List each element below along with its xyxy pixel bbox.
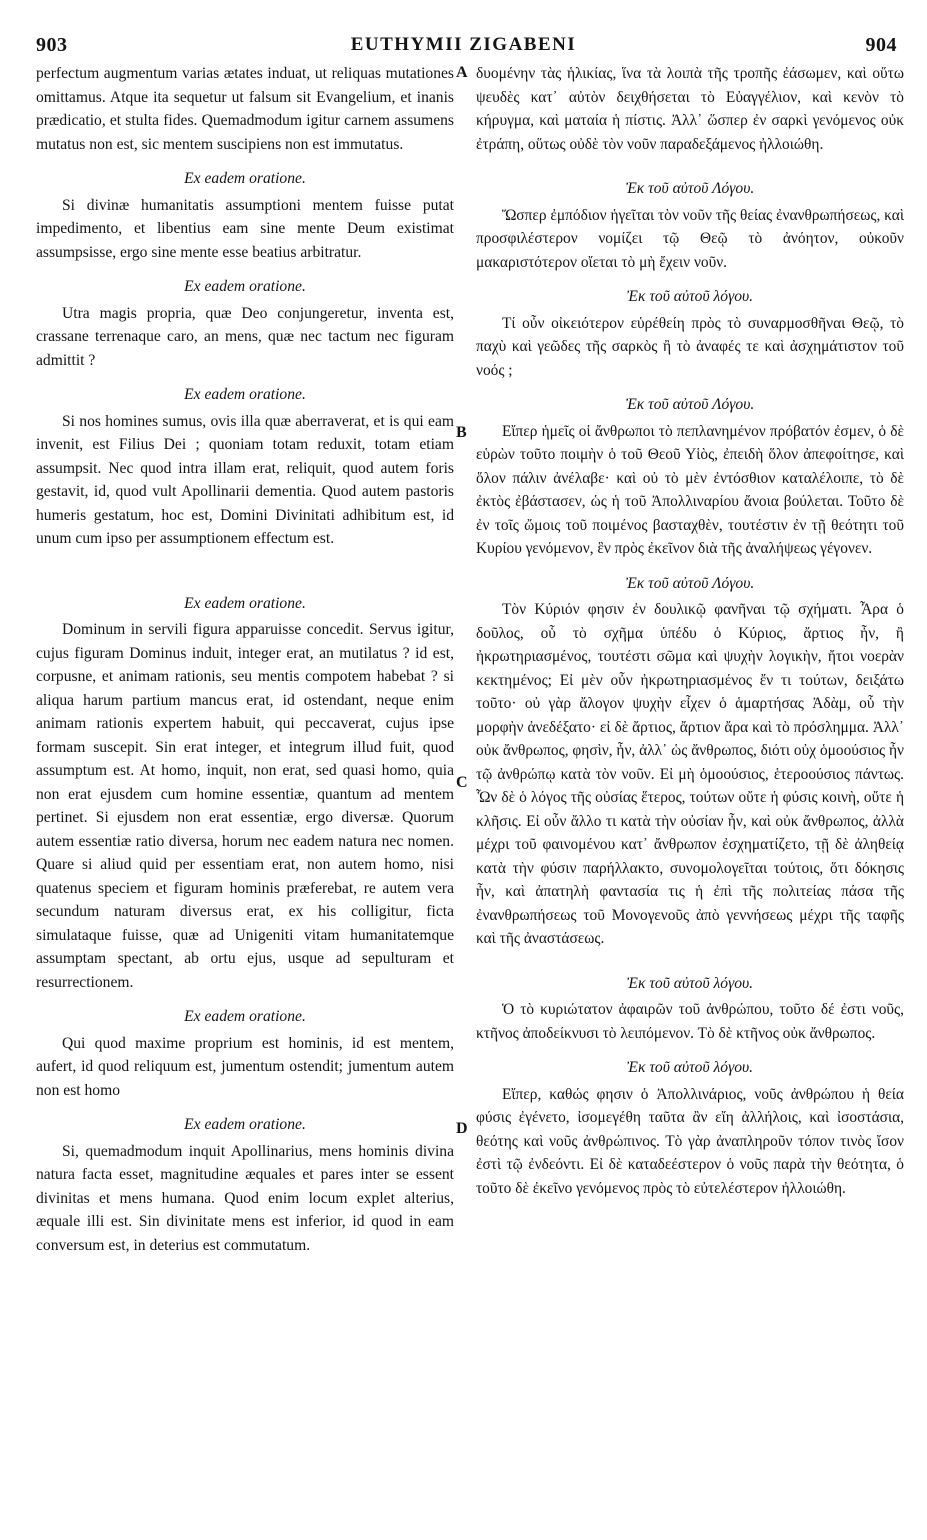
margin-letter-c: C <box>456 774 468 791</box>
greek-section-text: Τί οὖν οἰκειότερον εὑρέθείη πρὸς τὸ συναρμοσθῆναι Θεῷ, τὸ παχὺ καὶ γεῶδες τῆς σαρκὸς ἢ τὸ ἀναφές τε καὶ ἀσχημάτιστον τοῦ νοός ; <box>476 314 904 379</box>
right-page-number: 904 <box>865 34 897 56</box>
latin-section-text: Qui quod maxime proprium est hominis, id est mentem, aufert, id quod reliquum est, jumentum ostendit; jumentum autem non est homo <box>36 1034 454 1099</box>
margin-letter-a: A <box>456 64 468 81</box>
latin-section-text: Si divinæ humanitatis assumptioni mentem fuisse putat impedimento, et libentius eam sine mente Deum existimat assumpsisse, ergo sine mente esse beatius arbitratur. <box>36 196 454 261</box>
greek-section-heading: Ἐκ τοῦ αὐτοῦ λόγου. <box>626 288 754 305</box>
latin-section-heading: Ex eadem oratione. <box>184 386 306 403</box>
running-title: EUTHYMII ZIGABENI <box>350 34 577 55</box>
latin-section-heading: Ex eadem oratione. <box>184 1008 306 1025</box>
greek-section-heading: Ἐκ τοῦ αὐτοῦ Λόγου. <box>625 574 755 592</box>
greek-section-text: Ὥσπερ ἐμπόδιον ἡγεῖται τὸν νοῦν τῆς θείας ἐνανθρωπήσεως, καὶ προσφιλέστερον νομίζει τῷ Θεῷ τὸ ἀνόητον, οὐκοῦν μακαριστότερον οἴεται τὸ μὴ ἔχειν νοῦν. <box>476 206 904 271</box>
greek-section-heading: Ἐκ τοῦ αὐτοῦ λόγου. <box>626 1059 754 1076</box>
greek-section-text: Εἴπερ, καθώς φησιν ὁ Ἀπολλινάριος, νοῦς ἀνθρώπου ἡ θεία φύσις ἐγένετο, ἰσομεγέθη ταῦτα ἂν εἴη ἀλλήλοις, καὶ ἰσοστάσια, θεότης καὶ νοῦς ἀνθρώπινος. Τὸ γὰρ ἀναπληροῦν τόπον τινὸς ἴσον ἐστὶ τῷ ἐνδεόντι. Εἰ δὲ καταδεέστερον ὁ νοῦς παρὰ τὴν θεότητα, ὁ τοῦτο δὲ ἐκεῖνο γενόμενος πρὸς τὸ εὐτελέστερον ἠλλοιώθη. <box>476 1085 904 1197</box>
latin-section-text: Si nos homines sumus, ovis illa quæ aberraverat, et is qui eam invenit, est Filius Dei ; quoniam totam reduxit, totam etiam assumpsit. Nec quod intra illam erat, reliquit, quod autem foris gestavit, id, quod vult Apollinarii dementia. Quod autem pastoris humeris gestatum, hoc est, Domini Divinitati adhibitum est, id unum cum ipso per assumptionem effectum est. <box>36 412 454 547</box>
margin-letter-b: B <box>456 424 467 441</box>
latin-section-heading: Ex eadem oratione. <box>184 170 306 187</box>
latin-section-heading: Ex eadem oratione. <box>184 594 306 612</box>
greek-section-heading: Ἐκ τοῦ αὐτοῦ Λόγου. <box>625 180 755 197</box>
latin-section-text: Si, quemadmodum inquit Apollinarius, mens hominis divina natura facta esset, magnitudine æquales et pares inter se essent divinitas et mens humana. Quod enim locum explet alterius, æquale illi est. Sin divinitate mens est inferior, id quod in eam conversum est, in deterius est commutatum. <box>36 1142 454 1254</box>
latin-column <box>36 62 454 1257</box>
latin-section-text: Utra magis propria, quæ Deo conjungeretur, inventa est, crassane terrenaque caro, an mens, quæ nec tactum nec figuram admittit ? <box>36 304 454 369</box>
greek-section-text: Τὸν Κύριόν φησιν ἐν δουλικῷ φανῆναι τῷ σχήματι. Ἆρα ὁ δοῦλος, οὗ τὸ σχῆμα ὑπέδυ ὁ Κύριος, ἄρτιος ἦν, ἢ ἠκρωτηριασμένος, τουτέστι σῶμα καὶ ψυχὴν λογικὴν, ἤτοι νοερὰν κεκτημένος; Εἰ μὲν οὖν ἠκρωτηριασμένος ἔν τι τούτων, δειξάτω τοῦτο· οὐ γὰρ ἄλογον ψυχὴν εἶχεν ὁ ἁμαρτήσας Ἀδὰμ, οὗ τὴν μορφὴν ἀνεδέξατο· εἰ δὲ ἄρτιος, ἄρτιον ἄρα καὶ τὸ πρόσλημμα. Ἀλλ᾽ οὐκ ἄνθρωπος, φησὶν, ἦν, ἀλλ᾽ ὡς ἄνθρωπος, διότι οὐχ ὁμοούσιος ἦν τῷ ἀνθρώπῳ κατὰ τὸν νοῦν. Εἰ μὴ ὁμοούσιος, ἑτεροούσιος πάντως. Ὧν δὲ ὁ λόγος τῆς οὐσίας ἕτερος, τούτων οὔτε ἡ φύσις κοινὴ, οὔτε ἡ κλῆσις. Εἰ οὖν ἄλλο τι κατὰ τὴν οὐσίαν ἦν, καὶ οὐκ ἄνθρωπος, ἀλλὰ μέχρι τοῦ φαινομένου κατ᾽ ἄνθρωπον ἐσχηματίζετο, τῇ δὲ ἀληθείᾳ κατὰ τὴν φύσιν παρήλλακτο, συνομολογεῖται τούτοις, ὅτι δόκησις ἦν, καὶ ἀπατηλὴ φαντασία τις ἡ ἐπὶ τῆς πολιτείας πάσα τῆς ἐνανθρωπήσεως τοῦ Μονογενοῦς ἀπὸ γεννήσεως μέχρι τῆς ταφῆς καὶ τῆς ἀναστάσεως. <box>476 601 904 947</box>
latin-section-heading: Ex eadem oratione. <box>184 1116 306 1133</box>
margin-letter-d: D <box>456 1120 468 1137</box>
greek-section-heading: Ἐκ τοῦ αὐτοῦ Λόγου. <box>625 396 755 413</box>
greek-section-text: Εἴπερ ἡμεῖς οἱ ἄνθρωποι τὸ πεπλανημένον πρόβατόν ἐσμεν, ὁ δὲ εὑρὼν τοῦτο ποιμὴν ὁ τοῦ Θεοῦ Υἱὸς, ἐπειδὴ ὅλον ἀπεφοίτησε, καὶ ὅλον πάλιν ἀνέλαβε· καὶ οὐ τὸ μὲν ἐντόσθιον καταλέλοιπε, τὸ δὲ ἐκτὸς ἐβάστασεν, ὡς ἡ τοῦ Ἀπολλιναρίου ἄνοια βούλεται. Τοῦτο δὲ ἐν τοῖς ὤμοις τοῦ ποιμένος βασταχθὲν, τουτέστιν ἐν τῇ θεότητι τοῦ Κυρίου γενόμενον, ἓν πρὸς ἐκεῖνον διὰ τῆς ἀναλήψεως γέγονεν. <box>476 422 904 557</box>
greek-section-text: Ὁ τὸ κυριώτατον ἀφαιρῶν τοῦ ἀνθρώπου, τοῦτο δέ ἐστι νοῦς, κτῆνος ἀποδείκνυσι τὸ λειπόμενον. Τὸ δὲ κτῆνος οὐκ ἄνθρωπος. <box>476 1001 904 1042</box>
greek-column <box>476 62 904 1200</box>
greek-section-heading: Ἐκ τοῦ αὐτοῦ λόγου. <box>626 974 754 992</box>
latin-section-text: Dominum in servili figura apparuisse concedit. Servus igitur, cujus figuram Dominus induit, integer erat, an mutilatus ? id est, corpusne, et animam rationis, seu mentis compotem habebat ? si aliqua harum partium mancus erat, id ostendant, neque enim animam rationis expertem habuit, qui peccaverat, cujus ipse formam suscepit. Sin erat integer, et integrum illud fuit, quod assumptum est. At homo, inquit, non erat, sed quasi homo, quia non erat ejusdem cum homine essentiæ, quantum ad mentem pertinet. Si ejusdem non erat essentiæ, ergo diversæ. Quorum autem essentiæ ratio diversa, horum nec eadem natura nec nomen. Quare si aliud quid per essentiam erat, non autem homo, nisi quatenus speciem et figuram hominis præferebat, re autem vera secundum naturam diversus erat, ex his colligitur, ficta simulataque fuisse, quæ ad Unigeniti vitam humanitatemque assumptam spectant, ab ortu ejus, usque ad sepulturam et resurrectionem. <box>36 621 454 991</box>
left-page-number: 903 <box>36 34 68 56</box>
latin-section-heading: Ex eadem oratione. <box>184 278 306 295</box>
latin-opening-paragraph: perfectum augmentum varias ætates induat, ut reliquas mutationes omittamus. Atque ita sequetur ut falsum sit Evangelium, et inanis prædicatio, et stulta fides. Quemadmodum igitur carnem assumens mutatus non est, sic mentem suscipiens non est immutatus. <box>36 65 454 153</box>
greek-opening-paragraph: δυομένην τὰς ἡλικίας, ἵνα τὰ λοιπὰ τῆς τροπῆς ἐάσωμεν, καὶ οὕτω ψευδὲς κατ᾽ αὐτὸν δειχθήσεται τὸ Εὐαγγέλιον, καὶ κενὸν τὸ κήρυγμα, καὶ ματαία ἡ πίστις. Ἀλλ᾽ ὥσπερ ἐν σαρκὶ γενόμενος οὐκ ἐτράπη, οὕτως οὐδὲ τὸν νοῦν παραδεξάμενος ἠλλοιώθη. <box>476 65 904 153</box>
